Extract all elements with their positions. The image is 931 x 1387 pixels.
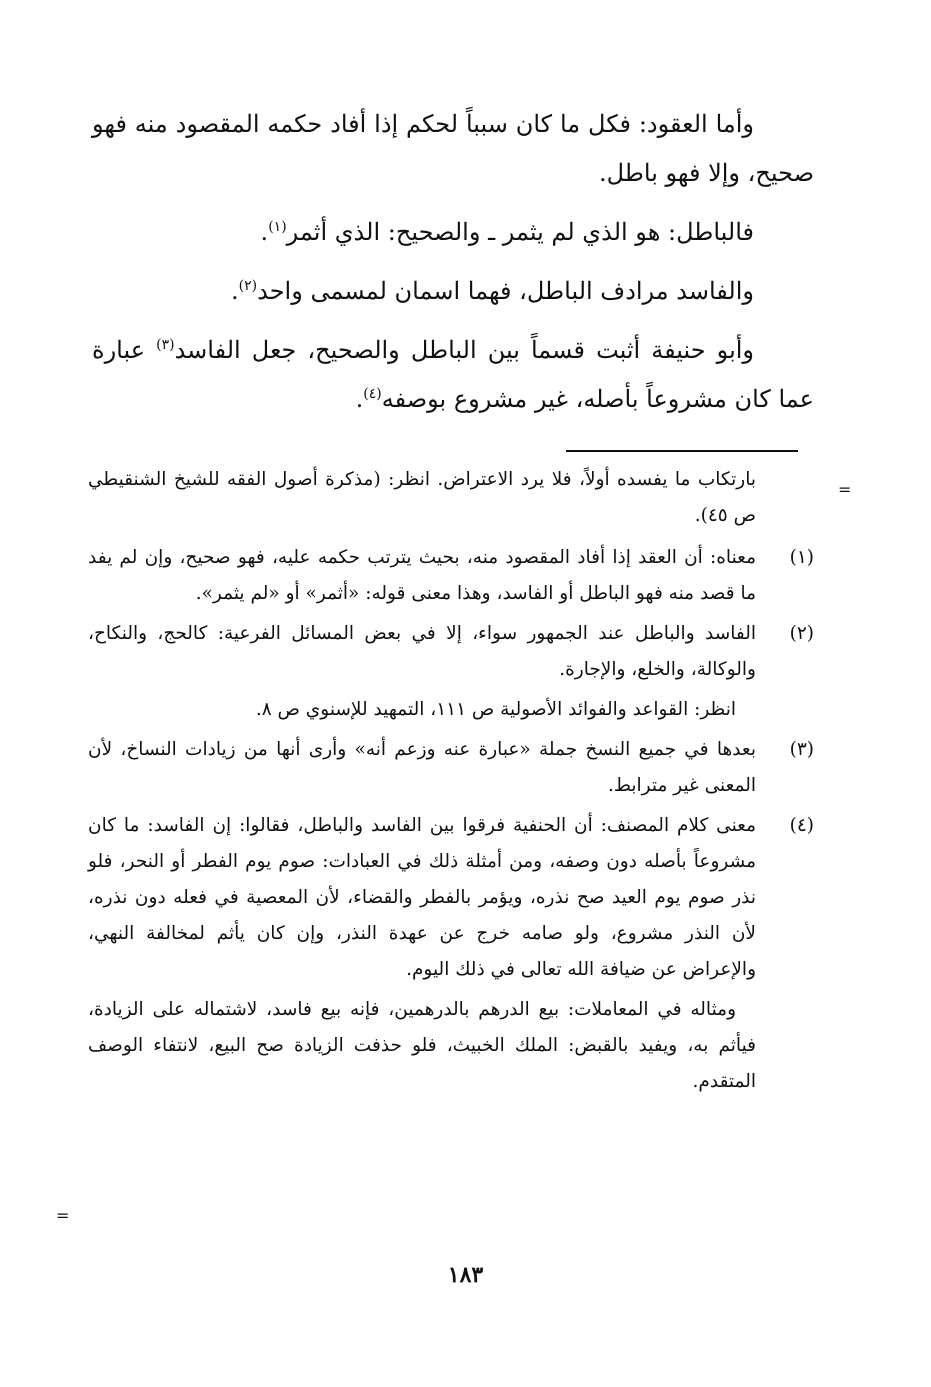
paragraph-void-definition bbox=[92, 208, 814, 257]
main-text bbox=[92, 100, 814, 434]
footnote-2-reference: انظر: القواعد والفوائد الأصولية ص ١١١، التمهيد للإسنوي ص ٨. bbox=[255, 699, 736, 720]
footnote-number: (٢) bbox=[789, 623, 814, 644]
footnote-continuation: بارتكاب ما يفسده أولاً، فلا يرد الاعتراض. انظر: (مذكرة أصول الفقه للشيخ الشنقيطي ص ٤٥). bbox=[88, 469, 756, 526]
footnote-separator bbox=[566, 450, 798, 452]
footnote-ref-2[interactable]: (٢) bbox=[238, 278, 258, 294]
corrupt-synonym-text: والفاسد مرادف الباطل، فهما اسمان لمسمى واحد bbox=[257, 277, 754, 305]
footnote-number: (٣) bbox=[789, 739, 814, 760]
footnote-number: (٤) bbox=[789, 815, 814, 836]
paragraph-corrupt-synonym bbox=[92, 267, 814, 316]
footnote-ref-1[interactable]: (١) bbox=[268, 219, 287, 235]
footnote-number: (١) bbox=[789, 547, 814, 568]
footnote-3 bbox=[88, 732, 814, 804]
footnote-4 bbox=[88, 808, 814, 988]
void-definition-text: فالباطل: هو الذي لم يثمر ـ والصحيح: الذي أثمر bbox=[286, 218, 754, 246]
abu-hanifa-text-a: وأبو حنيفة أثبت قسماً بين الباطل والصحيح، جعل الفاسد bbox=[174, 336, 755, 364]
footnote-ref-3[interactable]: (٣) bbox=[156, 337, 175, 353]
paragraph-abu-hanifa bbox=[92, 326, 814, 424]
void-definition-end: . bbox=[260, 218, 269, 246]
footnote-2 bbox=[88, 616, 814, 688]
abu-hanifa-end: . bbox=[355, 385, 364, 413]
page-number: ١٨٣ bbox=[447, 1262, 484, 1288]
continuation-mark-bottom: = bbox=[56, 1206, 70, 1225]
footnotes bbox=[88, 462, 814, 1100]
footnote-text: بعدها في جميع النسخ جملة «عبارة عنه وزعم أنه» وأرى أنها من زيادات النساخ، لأن المعنى غير مترابط. bbox=[88, 739, 756, 796]
corrupt-synonym-end: . bbox=[231, 277, 239, 305]
footnote-text: معناه: أن العقد إذا أفاد المقصود منه، بحيث يترتب حكمه عليه، فهو صحيح، وإن لم يفد ما قصد منه فهو الباطل أو الفاسد، وهذا معنى قوله: «أثمر» أو «لم يثمر». bbox=[88, 547, 756, 604]
paragraph-contracts: وأما العقود: فكل ما كان سبباً لحكم إذا أفاد حكمه المقصود منه فهو صحيح، وإلا فهو باطل. bbox=[92, 110, 814, 187]
footnote-4-example: ومثاله في المعاملات: بيع الدرهم بالدرهمين، فإنه بيع فاسد، لاشتماله على الزيادة، فيأثم به، ويفيد بالقبض: الملك الخبيث، فلو حذفت الزيادة صح البيع، لانتفاء الوصف المتقدم. bbox=[88, 999, 756, 1092]
continuation-mark-top: = bbox=[838, 480, 852, 499]
footnote-text: الفاسد والباطل عند الجمهور سواء، إلا في بعض المسائل الفرعية: كالحج، والنكاح، والوكالة، والخلع، والإجارة. bbox=[88, 623, 756, 680]
footnote-ref-4[interactable]: (٤) bbox=[363, 386, 382, 402]
abu-hanifa-text-b: عبارة عما كان مشروعاً بأصله، غير مشروع بوصفه bbox=[92, 336, 814, 413]
footnote-1 bbox=[88, 540, 814, 612]
footnote-text: معنى كلام المصنف: أن الحنفية فرقوا بين الفاسد والباطل، فقالوا: إن الفاسد: ما كان مشروعاً بأصله دون وصفه، ومن أمثلة ذلك في العبادات: صوم يوم الفطر أو النحر، فلو نذر صوم يوم العيد صح نذره، ويؤمر بالفطر والقضاء، لأن المعصية في فعله دون نذره، لأن النذر مشروع، ولو صامه خرج عن عهدة النذر، وإن كان يأثم لمخالفة النهي، والإعراض عن ضيافة الله تعالى في ذلك اليوم. bbox=[88, 815, 756, 980]
